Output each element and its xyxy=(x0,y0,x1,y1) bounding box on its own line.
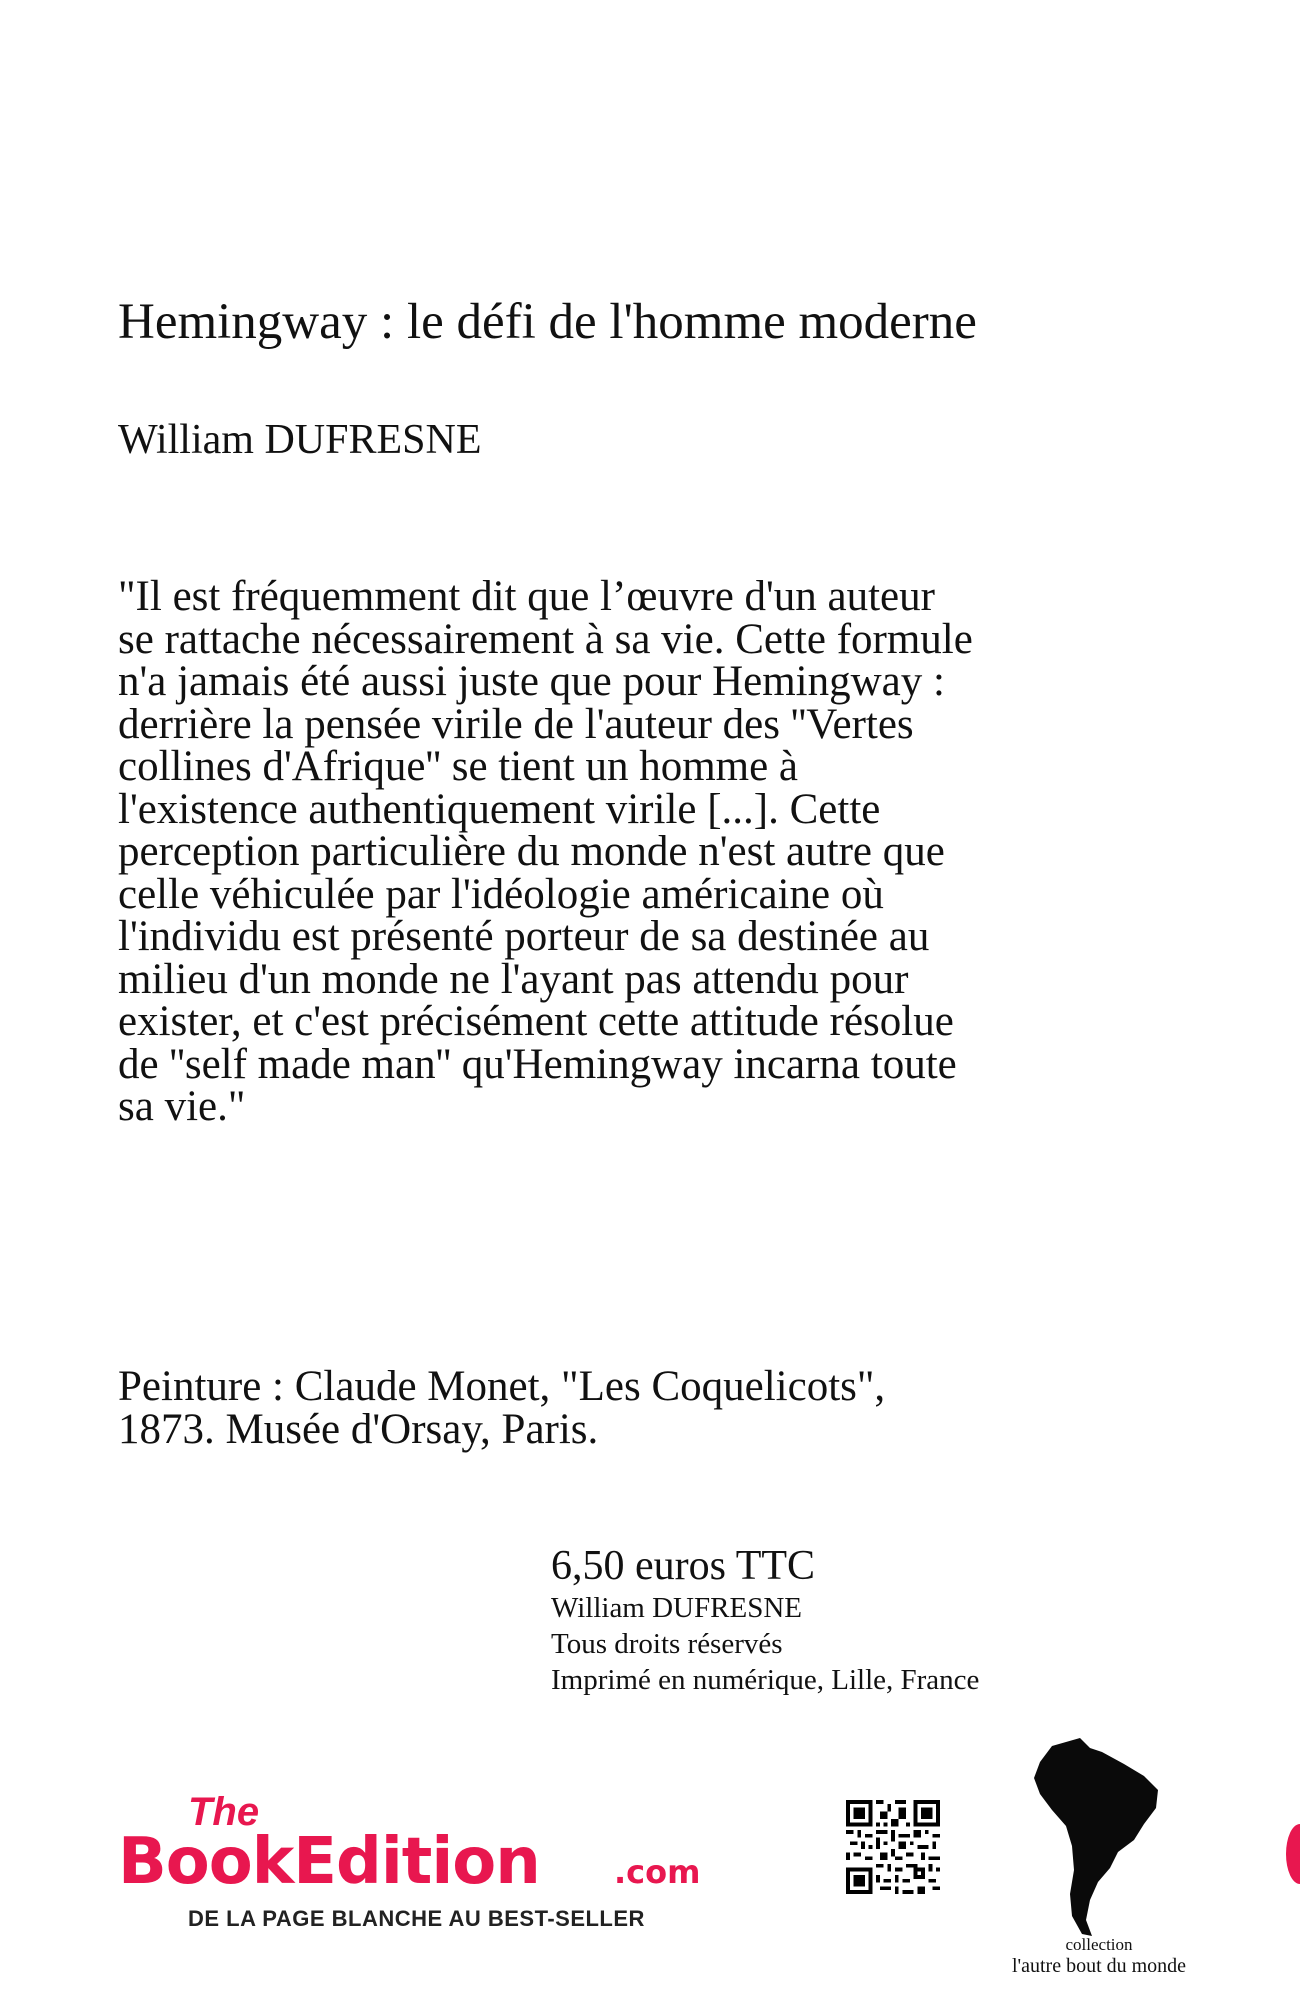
back-cover-blurb xyxy=(118,573,978,1130)
qr-code-icon xyxy=(846,1800,940,1894)
imprint-block xyxy=(551,1542,979,1698)
painting-credit-text: Peinture : Claude Monet, "Les Coquelicots", 1873. Musée d'Orsay, Paris. xyxy=(118,1363,886,1453)
book-author: William DUFRESNE xyxy=(118,417,482,463)
edge-decoration xyxy=(1286,1824,1300,1884)
logo-tagline: DE LA PAGE BLANCHE AU BEST-SELLER xyxy=(188,1906,645,1931)
painting-credit xyxy=(118,1363,978,1453)
logo-the: The xyxy=(188,1790,260,1834)
imprint-author: William DUFRESNE xyxy=(551,1592,802,1624)
collection-name: l'autre bout du monde xyxy=(1011,1955,1187,1977)
logo-wordmark: BookEdition xyxy=(118,1825,540,1899)
collection-mark xyxy=(994,1738,1204,1978)
south-america-map-icon xyxy=(1032,1738,1162,1938)
price: 6,50 euros TTC xyxy=(551,1543,816,1589)
publisher-logo xyxy=(118,1790,708,1940)
imprint-printed: Imprimé en numérique, Lille, France xyxy=(551,1664,980,1696)
blurb-text: "Il est fréquemment dit que l’œuvre d'un auteur se rattache nécessairement à sa vie. Cette formule n'a jamais été aussi juste que pour Hemingway : derrière la pensée virile de l'auteur des ''Vertes collines d'Afrique'' se tient un homme à l'existence authentiquement virile [...]. Cette perception particulière du monde n'est autre que celle véhiculée par l'idéologie américaine où l'individu est présenté porteur de sa destinée au milieu d'un monde ne l'ayant pas attendu pour exister, et c'est précisément cette attitude résolue de ''self made man'' qu'Hemingway incarna toute sa vie." xyxy=(118,573,973,1130)
imprint-rights: Tous droits réservés xyxy=(551,1628,783,1660)
book-title: Hemingway : le défi de l'homme moderne xyxy=(118,294,977,350)
collection-label: collection xyxy=(1065,1935,1133,1954)
logo-suffix: .com xyxy=(614,1853,701,1891)
